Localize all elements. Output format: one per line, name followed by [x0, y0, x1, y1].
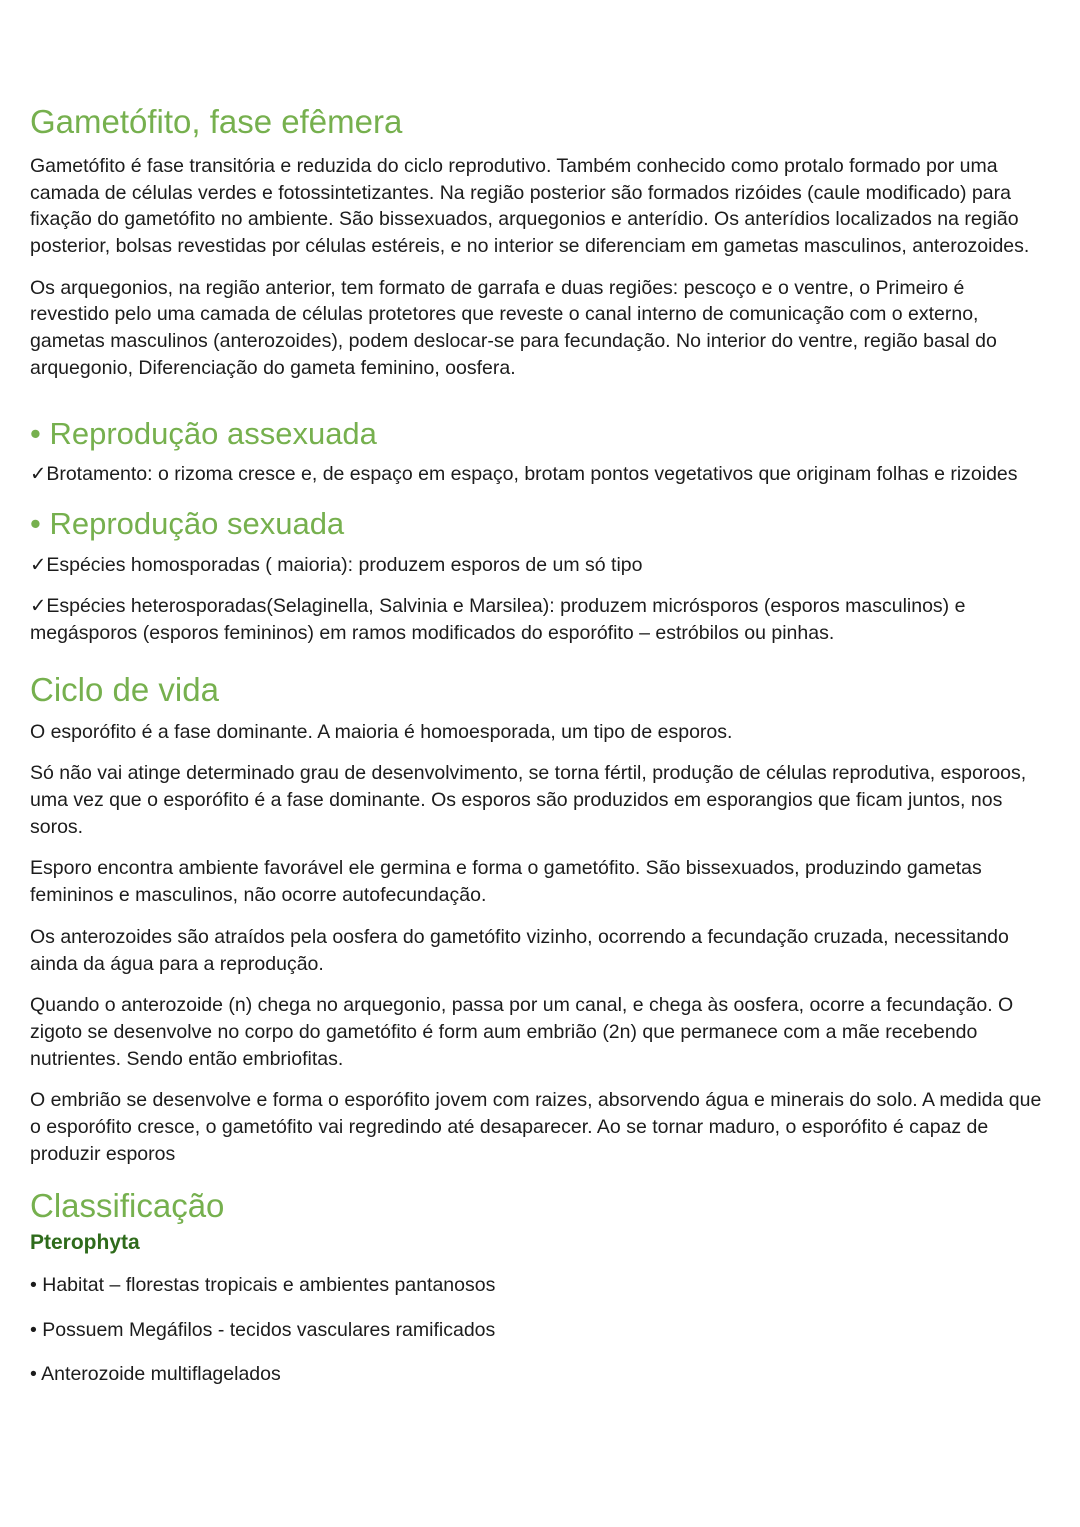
item-especies-heterosporadas: ✓Espécies heterosporadas(Selaginella, Salvinia e Marsilea): produzem micrósporos (esporos masculinos) e megásporos (esporos femininos) em ramos modificados do esporófito – estróbilos ou pinhas.: [30, 595, 966, 644]
heading-classificacao: Classificação: [30, 1187, 225, 1225]
bullet-megafilos: • Possuem Megáfilos - tecidos vasculares ramificados: [30, 1318, 496, 1341]
paragraph-ciclo-4: Os anterozoides são atraídos pela oosfera do gametófito vizinho, ocorrendo a fecundação cruzada, necessitando ainda da água para a reprodução.: [30, 925, 1009, 975]
paragraph-ciclo-1: O esporófito é a fase dominante. A maioria é homoesporada, um tipo de esporos.: [30, 720, 733, 743]
item-brotamento: ✓Brotamento: o rizoma cresce e, de espaço em espaço, brotam pontos vegetativos que originam folhas e rizoides: [30, 463, 1018, 486]
bullet-anterozoide: • Anterozoide multiflagelados: [30, 1363, 281, 1386]
paragraph-gametofito-2: Os arquegonios, na região anterior, tem formato de garrafa e duas regiões: pescoço e o ventre, o Primeiro é revestido pelo uma camada de células protetores que reveste o canal interno de comunicação com o externo, gametas masculinos (anterozoides), podem deslocar-se para fecundação. No interior do ventre, região basal do arquegonio, Diferenciação do gameta feminino, oosfera.: [30, 276, 997, 379]
item-especies-homosporadas: ✓Espécies homosporadas ( maioria): produzem esporos de um só tipo: [30, 553, 643, 576]
paragraph-ciclo-6: O embrião se desenvolve e forma o esporófito jovem com raizes, absorvendo água e minerais do solo. A medida que o esporófito cresce, o gametófito vai regredindo até desaparecer. Ao se tornar maduro, o esporófito é capaz de produzir esporos: [30, 1089, 1042, 1165]
heading-ciclo-de-vida: Ciclo de vida: [30, 670, 219, 708]
bullet-habitat: • Habitat – florestas tropicais e ambientes pantanosos: [30, 1274, 496, 1297]
heading-gametofito: Gametófito, fase efêmera: [30, 103, 403, 140]
heading-reproducao-assexuada: • Reprodução assexuada: [30, 415, 377, 451]
paragraph-ciclo-5: Quando o anterozoide (n) chega no arquegonio, passa por um canal, e chega às oosfera, ocorre a fecundação. O zigoto se desenvolve no corpo do gametófito é form aum embrião (2n) que permanece com a mãe recebendo nutrientes. Sendo então embriofitas.: [30, 994, 1014, 1070]
paragraph-ciclo-2: Só não vai atinge determinado grau de desenvolvimento, se torna fértil, produção de células reprodutiva, esporoos, uma vez que o esporófito é a fase dominante. Os esporos são produzidos em esporangios que ficam juntos, nos soros.: [30, 762, 1027, 838]
paragraph-ciclo-3: Esporo encontra ambiente favorável ele germina e forma o gametófito. São bissexuados, produzindo gametas femininos e masculinos, não ocorre autofecundação.: [30, 857, 982, 907]
subheading-pterophyta: Pterophyta: [30, 1231, 140, 1255]
heading-reproducao-sexuada: • Reprodução sexuada: [30, 505, 345, 541]
paragraph-gametofito-1: Gametófito é fase transitória e reduzida do ciclo reprodutivo. Também conhecido como protalo formado por uma camada de células verdes e fotossintetizantes. Na região posterior são formados rizóides (caule modificado) para fixação do gametófito no ambiente. São bissexuados, arquegonios e anterídio. Os anterídios localizados na região posterior, bolsas revestidas por células estéreis, e no interior se diferenciam em gametas masculinos, anterozoides.: [30, 154, 1030, 258]
